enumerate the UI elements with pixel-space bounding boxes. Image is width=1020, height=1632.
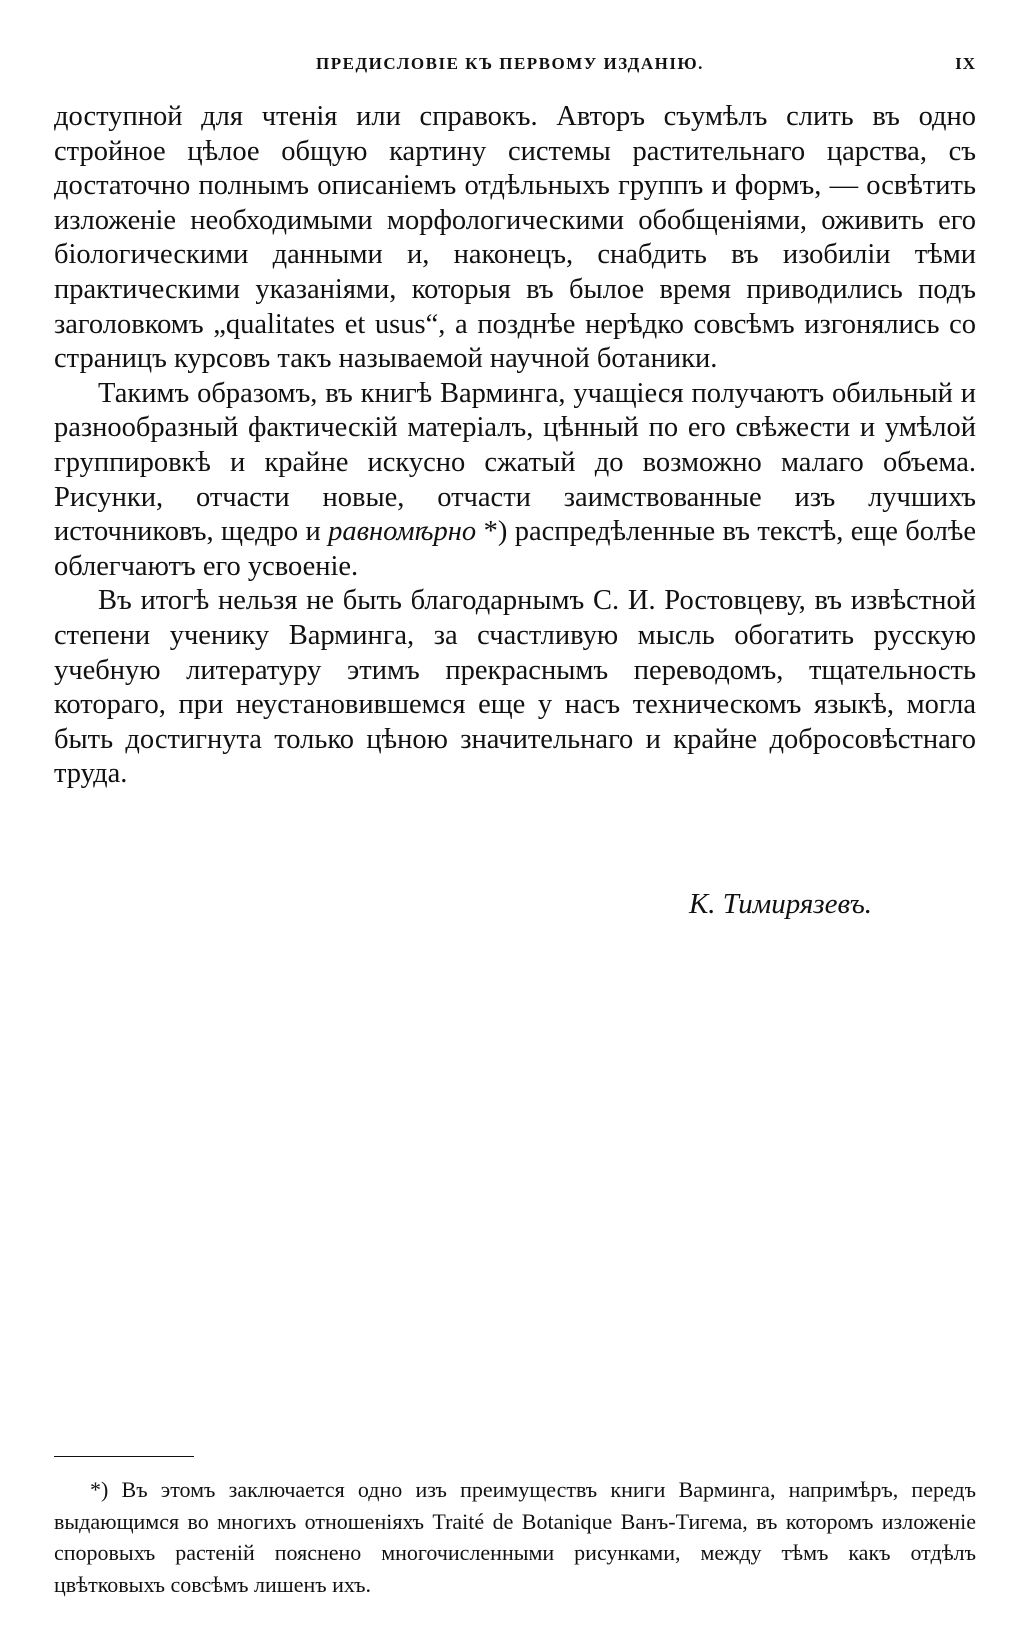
paragraph-3: Въ итогѣ нельзя не быть благодарнымъ С. И. Ростовцеву, въ извѣстной степени ученику Варминга, за счастливую мысль обогатить русскую учебную литературу этимъ прекраснымъ переводомъ, тщательность котораго, при неустановившемся еще у насъ техническомъ языкѣ, могла быть достигнута только цѣною значительнаго и крайне добросовѣстнаго труда. — [54, 585, 976, 790]
author-signature: К. Тимирязевъ. — [689, 888, 872, 920]
footnote-reference: *) — [483, 516, 508, 548]
paragraph-2-text: Такимъ образомъ, въ книгѣ Варминга, учащіеся получаютъ обильный и разнообразный фактическій матеріалъ, цѣнный по его свѣжести и умѣлой группировкѣ и крайне искусно сжатый до возможно малаго объема. Рисунки, отчасти новые, отчасти заимствованные изъ лучшихъ источниковъ, щедро и — [54, 377, 976, 548]
footnote-paragraph — [54, 1474, 976, 1600]
body-text — [54, 100, 976, 792]
running-head-title: ПРЕДИСЛОВІЕ КЪ ПЕРВОМУ ИЗДАНІЮ. — [316, 54, 704, 73]
paragraph-2-end: распредѣленные въ текстѣ, еще болѣе облегчаютъ его усвоеніе. — [54, 516, 977, 582]
footnote-divider — [54, 1456, 194, 1457]
running-head — [54, 48, 976, 78]
page-number: IX — [955, 54, 976, 73]
footnote — [54, 1474, 976, 1600]
paragraph-1: доступной для чтенія или справокъ. Авторъ съумѣлъ слить въ одно стройное цѣлое общую картину системы растительнаго царства, съ достаточно полнымъ описаніемъ отдѣльныхъ группъ и формъ, — освѣтить изложеніе необходимыми морфологическими обобщеніями, оживить его біологическими данными и, наконецъ, снабдить въ изобиліи тѣми практическими указаніями, которыя въ былое время приводились подъ заголовкомъ „qualitates et usus“, а позднѣе нерѣдко совсѣмъ изгонялись со страницъ курсовъ такъ называемой научной ботаники. — [54, 101, 976, 375]
footnote-text: Въ этомъ заключается одно изъ преимуществъ книги Варминга, напримѣръ, передъ выдающимся во многихъ отношеніяхъ Traité de Botanique Ванъ-Тигема, въ которомъ изложеніе споровыхъ растеній пояснено многочисленными рисунками, между тѣмъ какъ отдѣлъ цвѣтковыхъ совсѣмъ лишенъ ихъ. — [54, 1477, 976, 1597]
paragraph-2 — [54, 377, 976, 585]
footnote-marker: *) — [90, 1477, 109, 1502]
emphasis-word: равномѣрно — [328, 516, 477, 548]
